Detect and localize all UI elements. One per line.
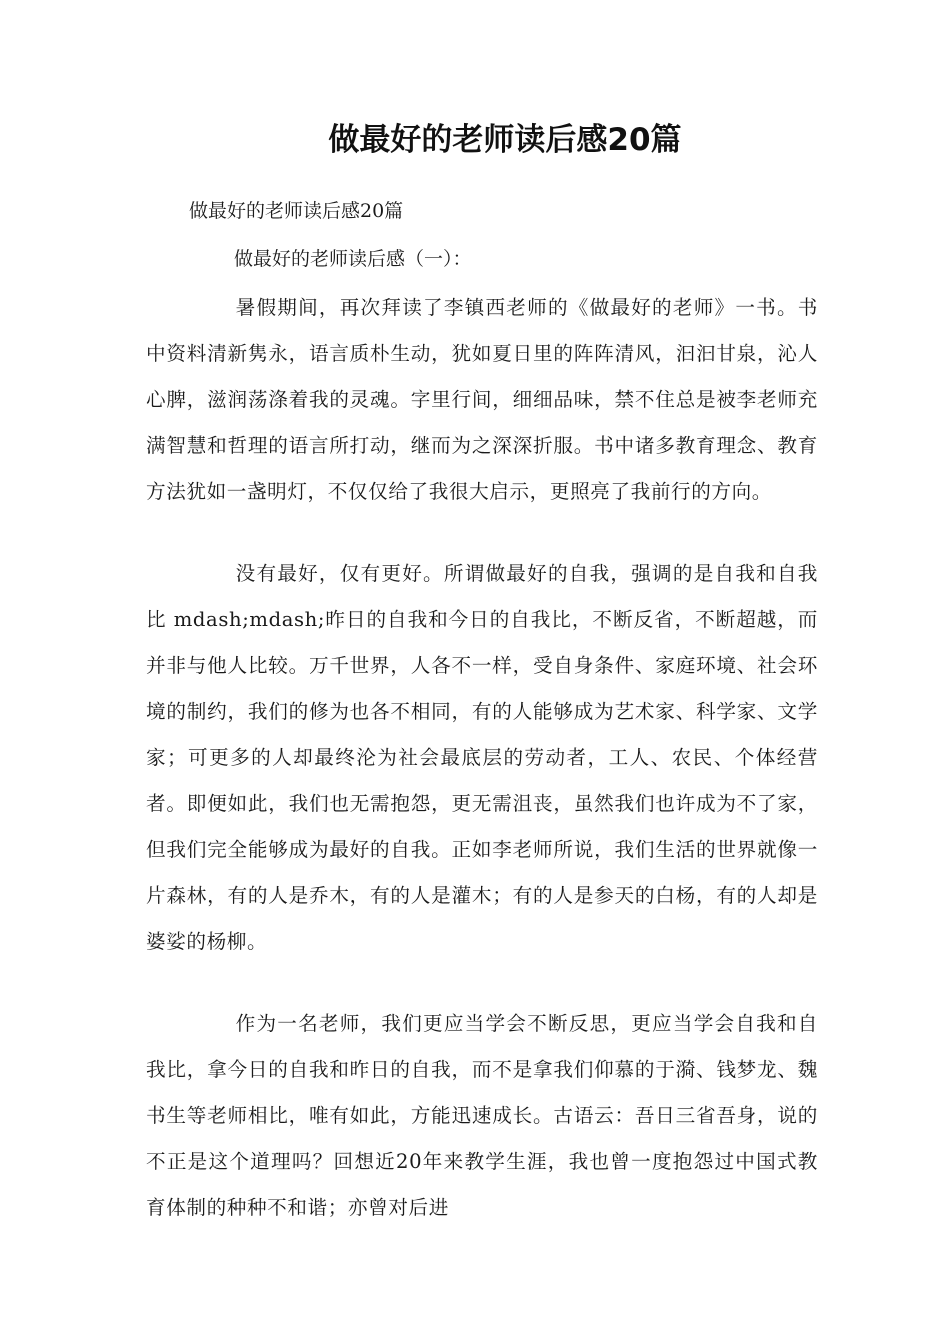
section-heading: 做最好的老师读后感（一）： (234, 248, 472, 270)
document-subtitle: 做最好的老师读后感20篇 (189, 200, 404, 222)
paragraph-3-text: 作为一名老师，我们更应当学会不断反思，更应当学会自我和自我比，拿今日的自我和昨日的自我，而不是拿我们仰慕的于漪、钱梦龙、魏书生等老师相比，唯有如此，方能迅速成长。古语云：吾日三省吾身，说的不正是这个道理吗？回想近20年来教学生涯，我也曾一度抱怨过中国式教育体制的种种不和谐；亦曾对后进 (146, 1012, 818, 1219)
paragraph-2-text: 没有最好，仅有更好。所谓做最好的自我，强调的是自我和自我比 mdash;mdash;昨日的自我和今日的自我比，不断反省，不断超越，而并非与他人比较。万千世界，人各不一样，受自身条件、家庭环境、社会环境的制约，我们的修为也各不相同，有的人能够成为艺术家、科学家、文学家；可更多的人却最终沦为社会最底层的劳动者，工人、农民、个体经营者。即便如此，我们也无需抱怨，更无需沮丧，虽然我们也许成为不了家，但我们完全能够成为最好的自我。正如李老师所说，我们生活的世界就像一片森林，有的人是乔木，有的人是灌木；有的人是参天的白杨，有的人却是婆娑的杨柳。 (146, 562, 818, 953)
paragraph-2 (146, 551, 818, 965)
paragraph-1 (146, 285, 818, 515)
paragraph-3 (146, 1001, 818, 1231)
paragraph-1-text: 暑假期间，再次拜读了李镇西老师的《做最好的老师》一书。书中资料清新隽永，语言质朴生动，犹如夏日里的阵阵清风，汩汩甘泉，沁人心脾，滋润荡涤着我的灵魂。字里行间，细细品味，禁不住总是被李老师充满智慧和哲理的语言所打动，继而为之深深折服。书中诸多教育理念、教育方法犹如一盏明灯，不仅仅给了我很大启示，更照亮了我前行的方向。 (146, 296, 818, 503)
document-title: 做最好的老师读后感20篇 (328, 122, 682, 158)
